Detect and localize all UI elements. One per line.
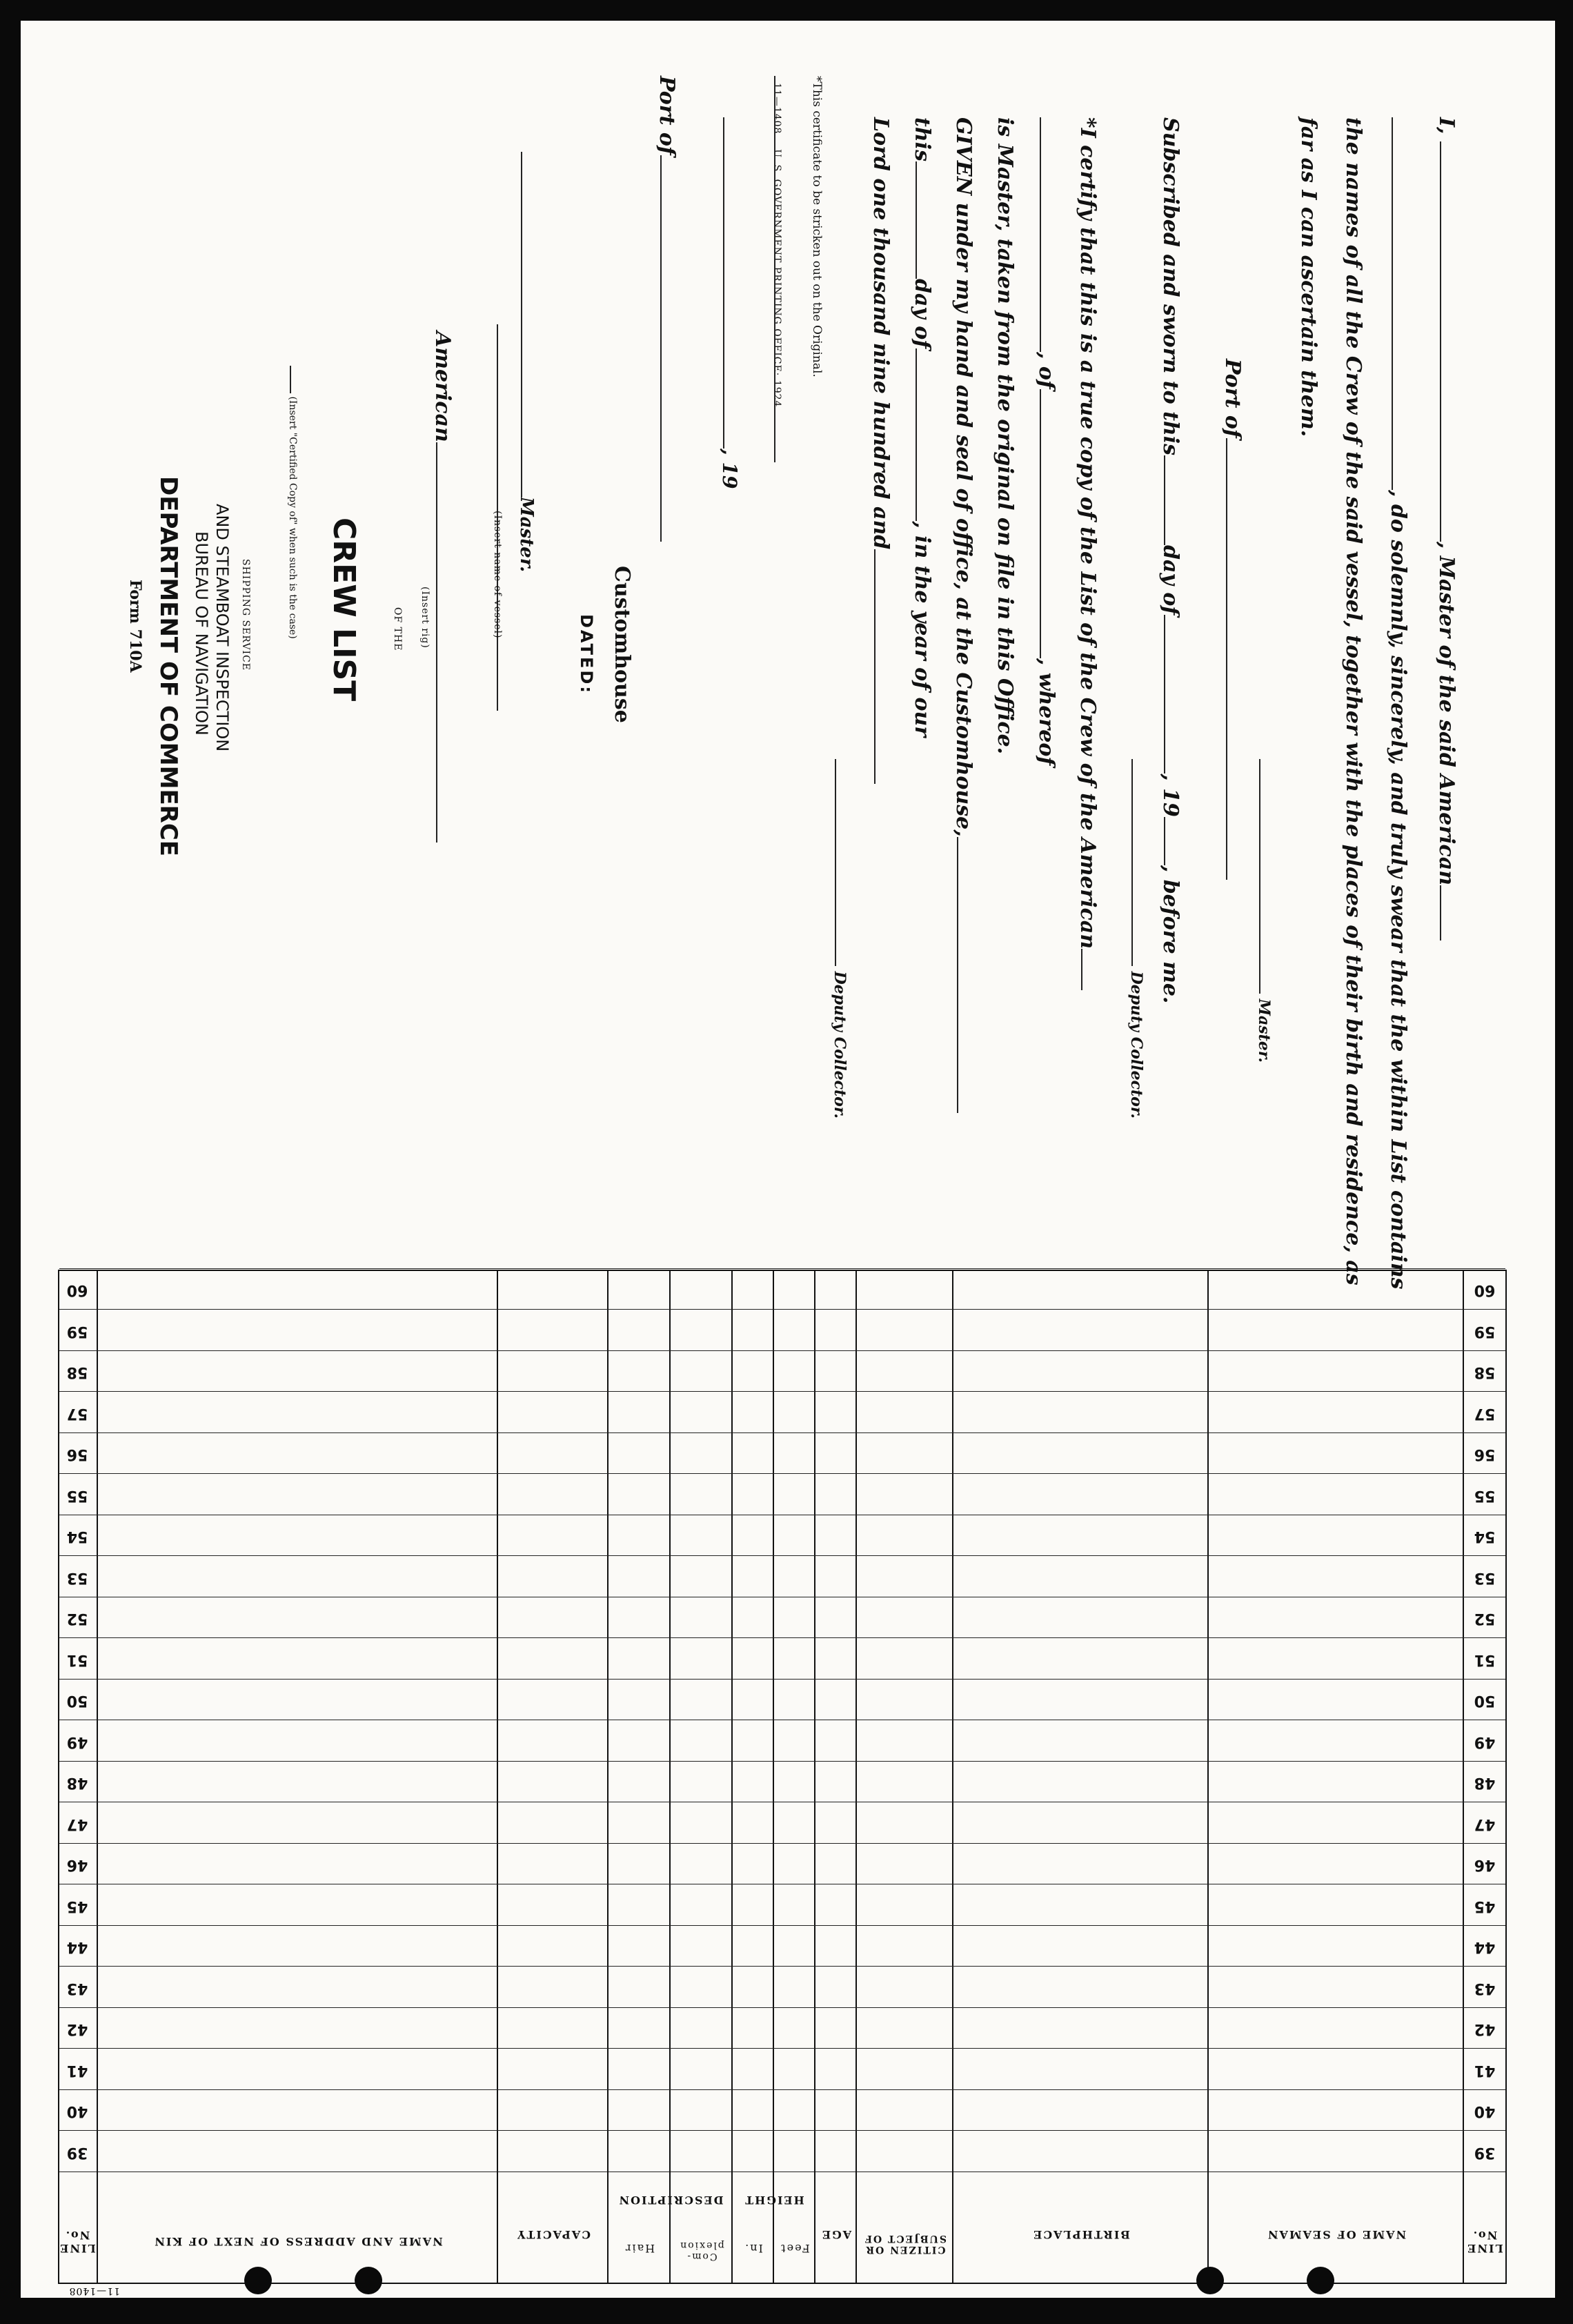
header-capacity: CAPACITY <box>516 2228 591 2241</box>
line-number-left: 50 <box>1474 1692 1496 1710</box>
table-row <box>59 1679 1505 1680</box>
line-number-left: 42 <box>1474 2020 1496 2038</box>
deputy-collector-1: Deputy Collector. <box>1127 759 1148 1119</box>
table-row <box>59 1350 1505 1351</box>
line-number-left: 57 <box>1474 1405 1496 1422</box>
header-line-no-right: LINE No. <box>59 2229 96 2255</box>
cover-year-line: , 19 <box>718 117 741 489</box>
punch-hole <box>244 2267 272 2294</box>
certified-note: (Insert "Certified Copy of" when such is the case) <box>287 366 306 639</box>
line-number-left: 47 <box>1474 1815 1496 1833</box>
line-number-right: 43 <box>66 1980 88 1997</box>
form-number: Form 710A <box>126 580 144 673</box>
dated-label: DATED: <box>577 614 596 695</box>
department-name: DEPARTMENT OF COMMERCE <box>155 476 182 857</box>
subscribed-line: Subscribed and sworn to thisday of, 19, before me. <box>1158 117 1183 1004</box>
bureau-name-2: AND STEAMBOAT INSPECTION <box>212 504 232 752</box>
punch-hole <box>355 2267 382 2294</box>
table-row <box>59 1638 1505 1639</box>
american-line: American <box>431 331 455 843</box>
header-height: HEIGHT <box>744 2194 804 2207</box>
line-number-left: 44 <box>1474 1938 1496 1956</box>
line-number-right: 45 <box>66 1898 88 1915</box>
line-number-left: 53 <box>1474 1569 1496 1586</box>
of-the: OF THE <box>392 607 403 651</box>
bureau-name: BUREAU OF NAVIGATION <box>192 531 211 736</box>
table-row <box>59 1432 1505 1433</box>
table-row <box>59 1925 1505 1926</box>
certify-line-3: is Master, taken from the original on file in this Office. <box>993 117 1017 755</box>
line-number-left: 49 <box>1474 1733 1496 1751</box>
line-number-left: 52 <box>1474 1610 1496 1628</box>
line-number-right: 58 <box>66 1363 88 1381</box>
line-number-right: 55 <box>66 1487 88 1504</box>
table-row <box>59 1802 1505 1803</box>
line-number-right: 47 <box>66 1815 88 1833</box>
line-number-right: 60 <box>66 1281 88 1299</box>
line-number-left: 48 <box>1474 1774 1496 1792</box>
crew-list-title: CREW LIST <box>326 518 362 702</box>
line-number-left: 46 <box>1474 1856 1496 1874</box>
table-row <box>59 1474 1505 1475</box>
line-number-right: 41 <box>66 2062 88 2079</box>
footnote: *This certificate to be stricken out on the Original. <box>810 76 824 377</box>
header-complexion: Com- plexion <box>679 2240 724 2262</box>
table-row <box>59 1843 1505 1844</box>
line-number-left: 39 <box>1474 2144 1496 2161</box>
printing-rule <box>773 76 775 462</box>
line-number-left: 56 <box>1474 1446 1496 1464</box>
line-number-right: 57 <box>66 1405 88 1422</box>
header-description: DESCRIPTION <box>617 2194 724 2207</box>
header-age: AGE <box>820 2228 852 2241</box>
oath-line-4: far as I can ascertain them. <box>1296 117 1320 437</box>
deputy-collector-2: Deputy Collector. <box>831 759 851 1119</box>
line-number-right: 46 <box>66 1856 88 1874</box>
certify-line-1: *I certify that this is a true copy of the List of the Crew of the American <box>1076 117 1100 990</box>
line-number-left: 40 <box>1474 2103 1496 2120</box>
table-row <box>59 1268 1505 1269</box>
rig-note: (Insert rig) <box>419 587 431 649</box>
line-number-right: 44 <box>66 1938 88 1956</box>
lord-line: Lord one thousand nine hundred and <box>869 117 893 784</box>
line-number-right: 53 <box>66 1569 88 1586</box>
line-number-left: 60 <box>1474 1281 1496 1299</box>
vessel-note: (Insert name of vessel) <box>492 511 503 639</box>
document-content-rotated <box>21 21 1555 2298</box>
header-hair: Hair <box>624 2242 655 2255</box>
line-number-left: 43 <box>1474 1980 1496 1997</box>
line-number-left: 54 <box>1474 1528 1496 1546</box>
customhouse-label: Customhouse <box>610 566 634 723</box>
table-row <box>59 1556 1505 1557</box>
line-number-right: 48 <box>66 1774 88 1792</box>
line-number-right: 50 <box>66 1692 88 1710</box>
document-sheet <box>21 21 1555 2298</box>
line-number-left: 59 <box>1474 1323 1496 1340</box>
given-line: GIVEN under my hand and seal of office, at the Customhouse, <box>951 117 976 1113</box>
line-number-right: 52 <box>66 1610 88 1628</box>
oath-line-3: the names of all the Crew of the said vessel, together with the places of their birth and residence, as <box>1341 117 1365 1286</box>
crew-table <box>58 1270 1507 2284</box>
master-line: Master. <box>516 152 537 572</box>
line-number-right: 40 <box>66 2103 88 2120</box>
table-row <box>59 2007 1505 2008</box>
oath-line-1: I, , Master of the said American <box>1434 117 1458 941</box>
master-signature: Master. <box>1255 759 1276 1063</box>
line-number-right: 59 <box>66 1323 88 1340</box>
shipping-service: SHIPPING SERVICE <box>240 559 251 671</box>
certify-line-2: , of, whereof <box>1034 117 1058 765</box>
header-citizen: CITIZEN OR SUBJECT OF <box>863 2233 947 2255</box>
table-row <box>59 1884 1505 1885</box>
line-number-right: 42 <box>66 2020 88 2038</box>
punch-hole <box>1307 2267 1334 2294</box>
header-feet: Feet <box>780 2242 810 2255</box>
this-day-line: thisday of, in the year of our <box>910 117 934 738</box>
line-number-right: 39 <box>66 2144 88 2161</box>
line-number-left: 45 <box>1474 1898 1496 1915</box>
cover-port-of: Port of <box>655 76 679 542</box>
table-row <box>59 1720 1505 1721</box>
line-number-left: 58 <box>1474 1363 1496 1381</box>
oath-line-2: , do solemnly, sincerely, and truly swear that the within List contains <box>1386 117 1410 1290</box>
line-number-right: 56 <box>66 1446 88 1464</box>
table-row <box>59 1761 1505 1762</box>
table-row <box>59 2089 1505 2090</box>
line-number-right: 54 <box>66 1528 88 1546</box>
header-in: In. <box>744 2242 763 2255</box>
printing-office: 11—1408 U. S. GOVERNMENT PRINTING OFFICE: 1924 <box>771 83 782 408</box>
header-birthplace: BIRTHPLACE <box>1032 2228 1130 2241</box>
header-line-no: LINE No. <box>1466 2229 1503 2255</box>
line-number-right: 49 <box>66 1733 88 1751</box>
line-number-left: 51 <box>1474 1651 1496 1668</box>
header-name-of-seaman: NAME OF SEAMAN <box>1266 2228 1407 2241</box>
header-next-of-kin: NAME AND ADDRESS OF NEXT OF KIN <box>153 2235 443 2248</box>
footer-code: 11—1408 <box>68 2285 120 2296</box>
line-number-left: 55 <box>1474 1487 1496 1504</box>
oath-port-of: Port of <box>1220 359 1245 880</box>
punch-hole <box>1196 2267 1224 2294</box>
line-number-right: 51 <box>66 1651 88 1668</box>
line-number-left: 41 <box>1474 2062 1496 2079</box>
